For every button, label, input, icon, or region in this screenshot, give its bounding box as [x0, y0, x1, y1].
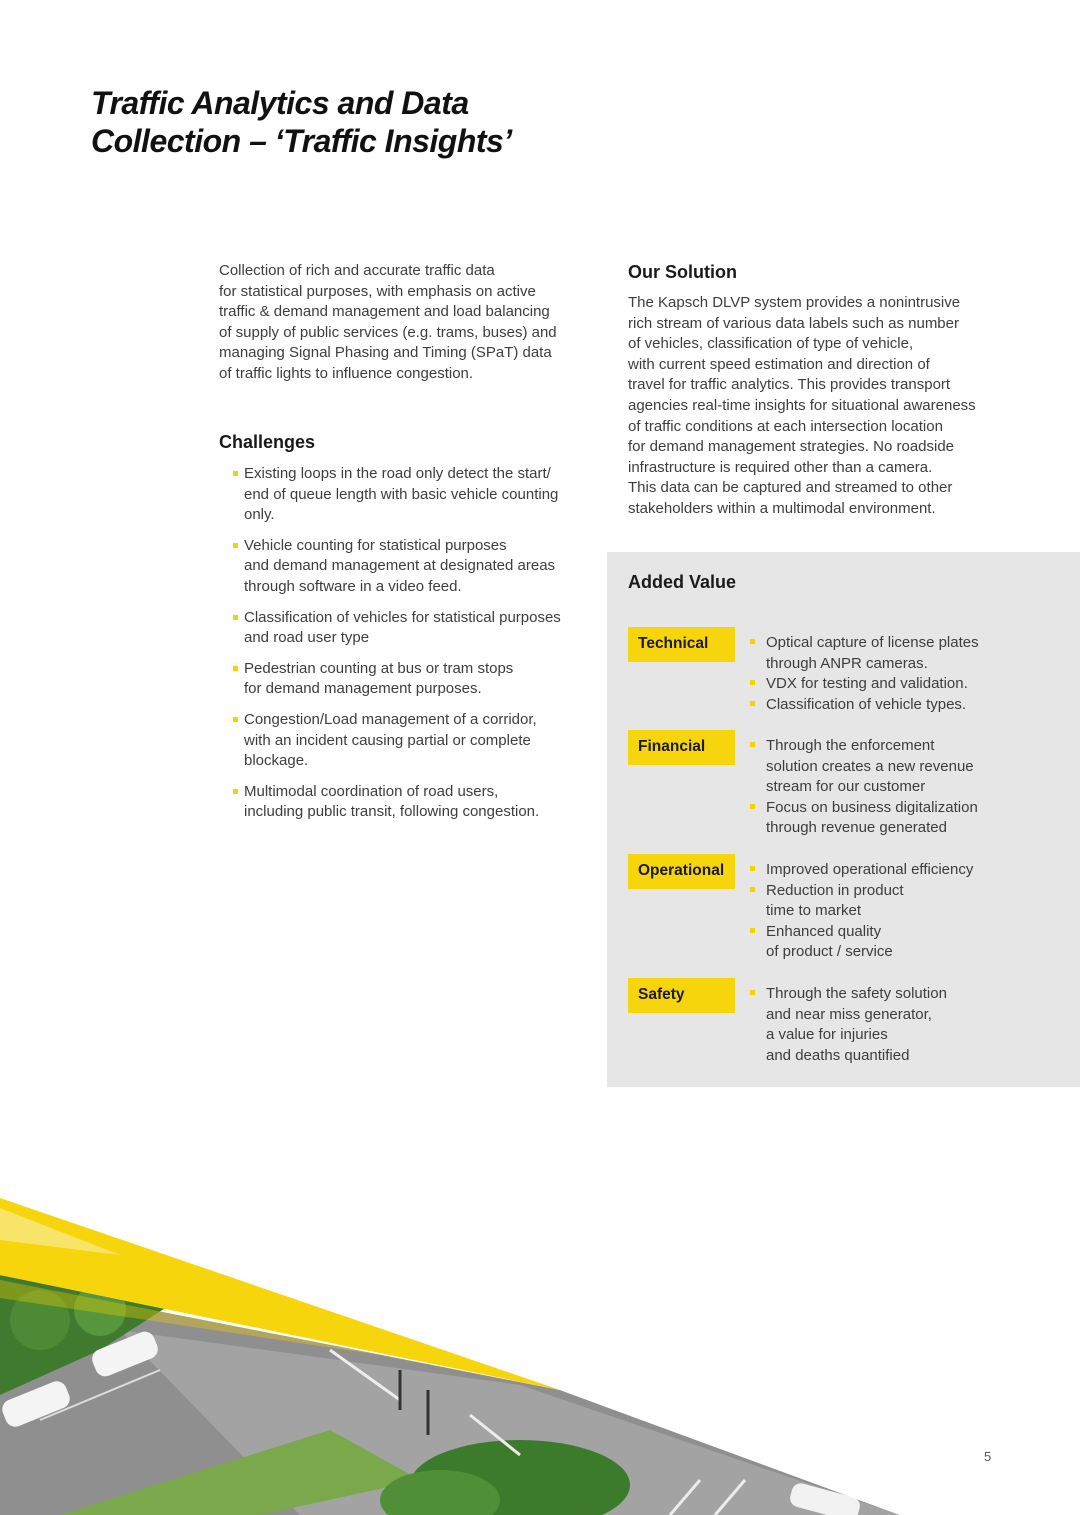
challenge-line: Classification of vehicles for statistical purposes [244, 608, 561, 626]
solution-line: This data can be captured and streamed to other [628, 479, 953, 497]
bullet-square-icon [750, 866, 755, 871]
added-value-line: Improved operational efficiency [766, 861, 974, 878]
added-value-item [750, 674, 979, 695]
challenge-item [232, 710, 592, 772]
challenge-line: through software in a video feed. [244, 577, 462, 595]
challenge-line: end of queue length with basic vehicle counting [244, 485, 559, 503]
added-value-heading: Added Value [628, 572, 737, 592]
added-value-item [750, 984, 947, 1066]
solution-line: rich stream of various data labels such as number [628, 314, 959, 332]
bullet-square-icon [750, 680, 755, 685]
added-value-line: stream for our customer [766, 778, 926, 796]
tag-financial: Financial [628, 730, 735, 765]
tag-safety: Safety [628, 978, 735, 1013]
solution-line: infrastructure is required other than a camera. [628, 458, 933, 476]
added-value-line: Through the enforcement [766, 737, 935, 754]
added-value-line: time to market [766, 902, 862, 920]
solution-line: for demand management strategies. No roadside [628, 438, 955, 456]
intro-line: managing Signal Phasing and Timing (SPaT) data [219, 344, 552, 362]
bullet-square-icon [750, 701, 755, 706]
intro-line: of traffic lights to influence congestion. [219, 364, 474, 382]
added-value-line: and deaths quantified [766, 1046, 910, 1064]
bullet-square-icon [233, 471, 238, 476]
intro-line: for statistical purposes, with emphasis on active [219, 282, 536, 300]
page-number: 5 [984, 1449, 992, 1464]
bullet-square-icon [233, 717, 238, 722]
bullet-square-icon [233, 615, 238, 620]
added-value-list [750, 984, 947, 1066]
added-value-item [750, 736, 978, 798]
challenge-line: Pedestrian counting at bus or tram stops [244, 659, 514, 677]
challenges-heading: Challenges [219, 432, 316, 452]
challenge-line: and road user type [244, 629, 370, 647]
tag-operational: Operational [628, 854, 735, 889]
added-value-line: Optical capture of license plates [766, 634, 979, 651]
added-value-line: solution creates a new revenue [766, 757, 974, 775]
solution-paragraph [628, 293, 1008, 520]
added-value-line: a value for injuries [766, 1026, 888, 1044]
added-value-line: and near miss generator, [766, 1005, 932, 1023]
added-value-line: Classification of vehicle types. [766, 695, 967, 713]
bullet-square-icon [233, 666, 238, 671]
tag-technical: Technical [628, 627, 735, 662]
intro-paragraph [219, 261, 589, 385]
added-value-item [750, 798, 978, 839]
added-value-item [750, 695, 979, 716]
bullet-square-icon [750, 887, 755, 892]
challenge-line: Vehicle counting for statistical purposes [244, 536, 507, 554]
page-title-line-2: Collection – ‘Traffic Insights’ [91, 123, 512, 159]
solution-line: travel for traffic analytics. This provides transport [628, 376, 951, 394]
intro-line: of supply of public services (e.g. trams, buses) and [219, 323, 557, 341]
solution-line: The Kapsch DLVP system provides a nonintrusive [628, 294, 961, 311]
solution-heading: Our Solution [628, 262, 737, 282]
added-value-item [750, 881, 973, 922]
challenge-line: for demand management purposes. [244, 680, 482, 698]
solution-line: agencies real-time insights for situational awareness [628, 396, 976, 414]
challenge-item [232, 659, 592, 700]
solution-line: stakeholders within a multimodal environment. [628, 499, 936, 517]
challenge-item [232, 464, 592, 526]
intro-line: Collection of rich and accurate traffic data [219, 262, 495, 279]
bullet-square-icon [750, 639, 755, 644]
challenge-item [232, 608, 592, 649]
bullet-square-icon [233, 789, 238, 794]
challenge-line: and demand management at designated areas [244, 557, 556, 575]
bullet-square-icon [750, 990, 755, 995]
challenges-list [232, 464, 592, 833]
solution-line: of vehicles, classification of type of vehicle, [628, 335, 914, 353]
added-value-line: Focus on business digitalization [766, 798, 978, 816]
added-value-item [750, 922, 973, 963]
challenge-line: Existing loops in the road only detect the start/ [244, 465, 551, 482]
challenge-line: Congestion/Load management of a corridor, [244, 710, 537, 728]
page-title [91, 84, 512, 160]
challenge-line: only. [244, 506, 275, 524]
street-aerial-photo [0, 1180, 1080, 1515]
added-value-item [750, 633, 979, 674]
added-value-list [750, 633, 979, 715]
challenge-line: with an incident causing partial or complete [244, 731, 531, 749]
added-value-line: Enhanced quality [766, 922, 882, 940]
intro-line: traffic & demand management and load balancing [219, 303, 550, 321]
added-value-line: through revenue generated [766, 819, 947, 837]
challenge-line: including public transit, following congestion. [244, 803, 540, 821]
challenge-line: blockage. [244, 752, 309, 770]
challenge-item [232, 782, 592, 823]
added-value-line: through ANPR cameras. [766, 654, 928, 672]
added-value-list [750, 860, 973, 963]
added-value-line: Reduction in product [766, 881, 904, 899]
challenge-line: Multimodal coordination of road users, [244, 782, 499, 800]
bullet-square-icon [750, 742, 755, 747]
bullet-square-icon [233, 543, 238, 548]
added-value-line: Through the safety solution [766, 985, 947, 1002]
added-value-line: of product / service [766, 943, 893, 961]
solution-line: with current speed estimation and direction of [628, 355, 930, 373]
added-value-item [750, 860, 973, 881]
challenge-item [232, 536, 592, 598]
solution-line: of traffic conditions at each intersection location [628, 417, 943, 435]
bullet-square-icon [750, 804, 755, 809]
added-value-list [750, 736, 978, 839]
added-value-line: VDX for testing and validation. [766, 675, 968, 693]
bullet-square-icon [750, 928, 755, 933]
page-title-line-1: Traffic Analytics and Data [91, 85, 469, 121]
